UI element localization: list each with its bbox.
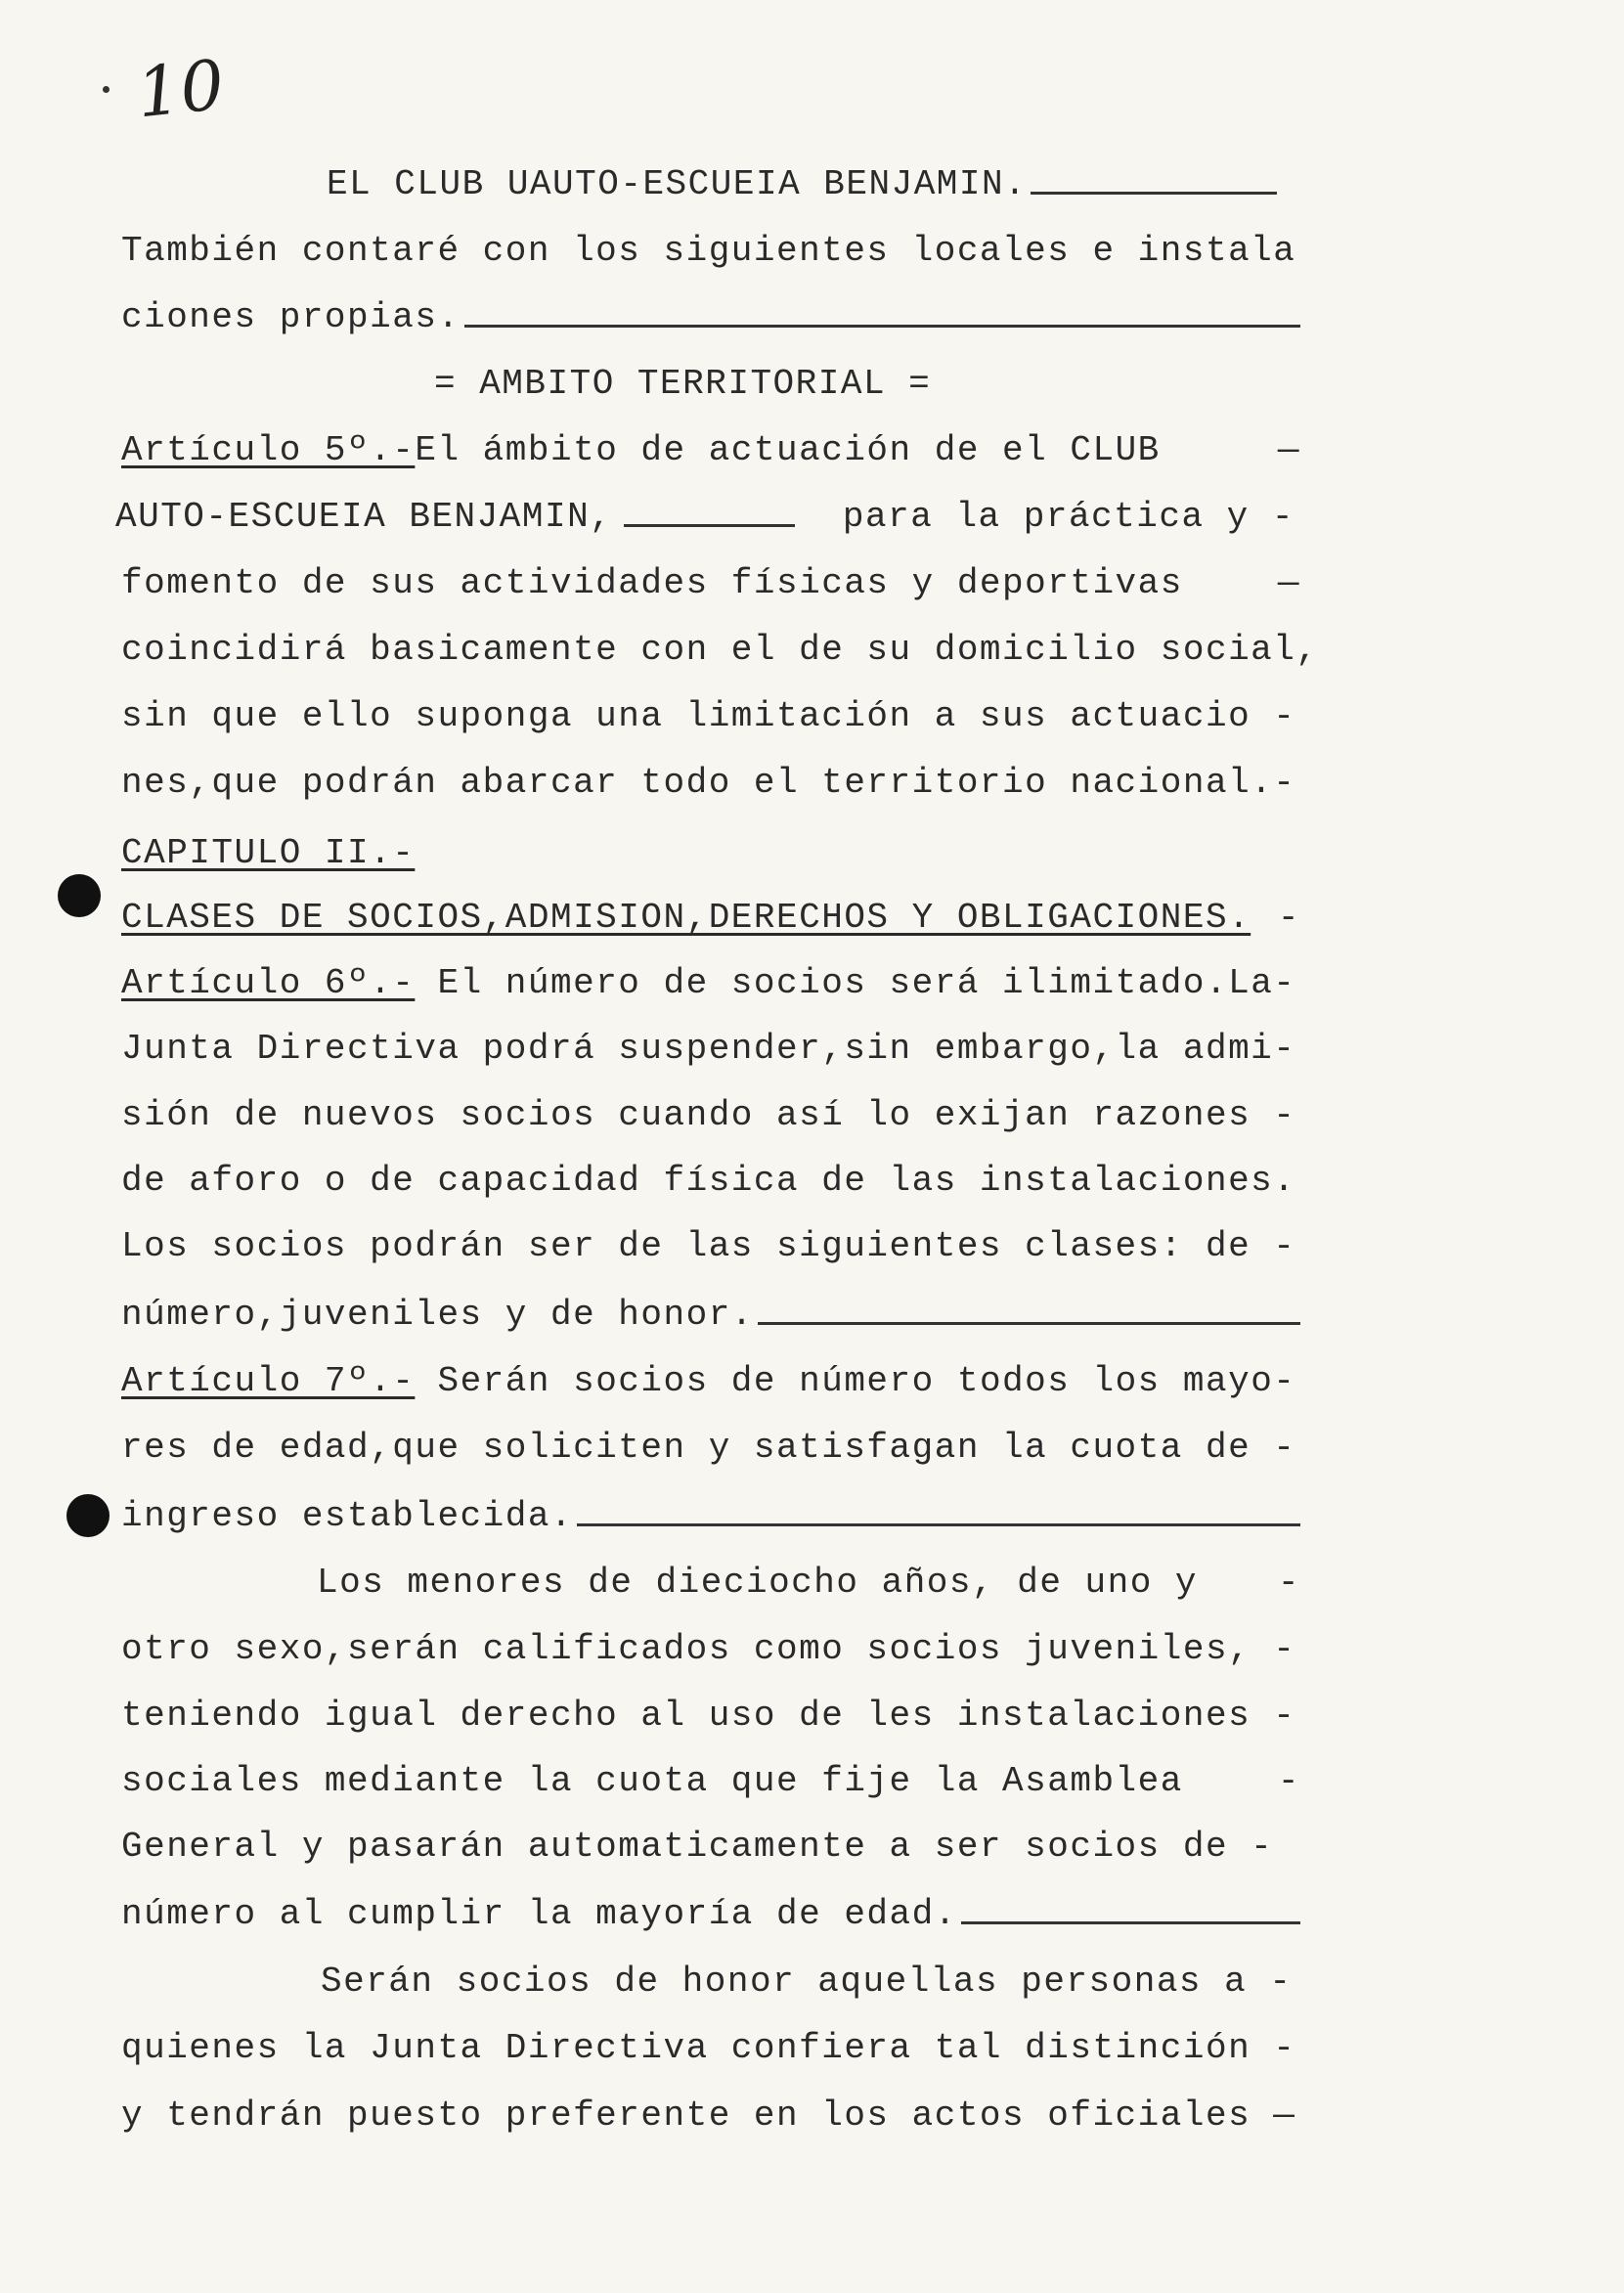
line-text: Los socios podrán ser de las siguientes clases: de -	[121, 1226, 1296, 1266]
doc-line	[121, 1827, 1300, 1875]
line-text: También contaré con los siguientes locales e instala	[121, 231, 1296, 271]
line-text: ingreso establecida.	[121, 1496, 574, 1536]
doc-line	[121, 1696, 1300, 1744]
line-text: otro sexo,serán calificados como socios juveniles, -	[121, 1629, 1296, 1669]
doc-line	[121, 763, 1300, 812]
doc-line	[121, 1428, 1300, 1477]
paragraph-start	[321, 1962, 1300, 2010]
fill-rule	[624, 524, 795, 527]
doc-line	[121, 2095, 1300, 2144]
paragraph-start	[317, 1563, 1300, 1611]
punch-hole	[66, 1494, 110, 1537]
chapter-title-text: CLASES DE SOCIOS,ADMISION,DERECHOS Y OBLIGACIONES.	[121, 898, 1251, 938]
doc-line	[121, 1496, 1300, 1545]
line-text: sión de nuevos socios cuando así lo exijan razones -	[121, 1095, 1296, 1135]
fill-rule	[577, 1523, 1300, 1526]
article-label: Artículo 5º.-	[121, 430, 416, 470]
line-text: teniendo igual derecho al uso de les instalaciones -	[121, 1696, 1296, 1736]
fill-rule	[464, 325, 1300, 328]
line-text: y tendrán puesto preferente en los actos oficiales —	[121, 2095, 1296, 2136]
chapter-title	[121, 898, 1300, 947]
doc-line	[121, 297, 1300, 346]
doc-line	[121, 1226, 1300, 1275]
doc-line	[121, 1295, 1300, 1344]
line-text: sociales mediante la cuota que fije la Asamblea	[121, 1761, 1183, 1801]
chapter-label: CAPITULO II.-	[121, 833, 416, 873]
heading-club	[327, 164, 1277, 213]
line-tail: -	[1277, 1761, 1300, 1801]
fill-rule	[758, 1322, 1300, 1325]
doc-line	[121, 1894, 1300, 1943]
line-text: número al cumplir la mayoría de edad.	[121, 1894, 957, 1934]
line-text: Serán socios de honor aquellas personas a -	[321, 1962, 1293, 2002]
ink-dot	[103, 86, 110, 93]
fill-rule	[1031, 192, 1277, 195]
line-text: EL CLUB UAUTO-ESCUEIA BENJAMIN.	[327, 164, 1028, 204]
line-tail: —	[1277, 430, 1300, 470]
article-label: Artículo 6º.-	[121, 963, 416, 1003]
doc-line	[121, 231, 1300, 280]
line-tail: -	[1277, 898, 1300, 938]
doc-line	[121, 1161, 1300, 1210]
fill-rule	[961, 1921, 1300, 1924]
article-7-heading	[121, 1361, 1300, 1410]
line-text: = AMBITO TERRITORIAL =	[434, 364, 932, 404]
doc-line	[115, 497, 1295, 546]
line-text: Los menores de dieciocho años, de uno y	[317, 1563, 1199, 1603]
line-text: quienes la Junta Directiva confiera tal distinción -	[121, 2028, 1296, 2068]
handwritten-page-number: 10	[132, 44, 229, 134]
line-text: Serán socios de número todos los mayo-	[415, 1361, 1296, 1401]
line-text: AUTO-ESCUEIA BENJAMIN,	[115, 497, 613, 537]
line-text: sin que ello suponga una limitación a sus actuacio -	[121, 696, 1296, 736]
chapter-heading	[121, 833, 1300, 882]
line-text: coincidirá basicamente con el de su domicilio social,	[121, 630, 1319, 670]
article-label: Artículo 7º.-	[121, 1361, 416, 1401]
line-text: número,juveniles y de honor.	[121, 1295, 754, 1335]
punch-hole	[58, 874, 101, 917]
line-text: General y pasarán automaticamente a ser socios de -	[121, 1827, 1274, 1867]
line-text: ciones propias.	[121, 297, 461, 337]
doc-line	[121, 1761, 1300, 1810]
doc-line	[121, 2028, 1300, 2077]
article-5-heading	[121, 430, 1300, 479]
doc-line	[121, 630, 1319, 679]
doc-line	[121, 696, 1300, 745]
line-text: El ámbito de actuación de el CLUB	[415, 430, 1161, 470]
doc-line	[121, 1629, 1300, 1678]
line-text: fomento de sus actividades físicas y deportivas	[121, 563, 1183, 603]
line-text: res de edad,que soliciten y satisfagan la cuota de -	[121, 1428, 1296, 1468]
doc-line	[121, 563, 1300, 612]
doc-line	[121, 1095, 1300, 1144]
line-tail: —	[1277, 563, 1300, 603]
line-text: nes,que podrán abarcar todo el territorio nacional.-	[121, 763, 1296, 803]
doc-line	[121, 1029, 1300, 1078]
line-tail: -	[1277, 1563, 1300, 1603]
line-tail: para la práctica y -	[842, 497, 1295, 537]
article-6-heading	[121, 963, 1300, 1012]
line-text: El número de socios será ilimitado.La-	[415, 963, 1296, 1003]
line-text: de aforo o de capacidad física de las instalaciones.	[121, 1161, 1296, 1201]
line-text: Junta Directiva podrá suspender,sin embargo,la admi-	[121, 1029, 1296, 1069]
section-title	[434, 364, 1021, 413]
